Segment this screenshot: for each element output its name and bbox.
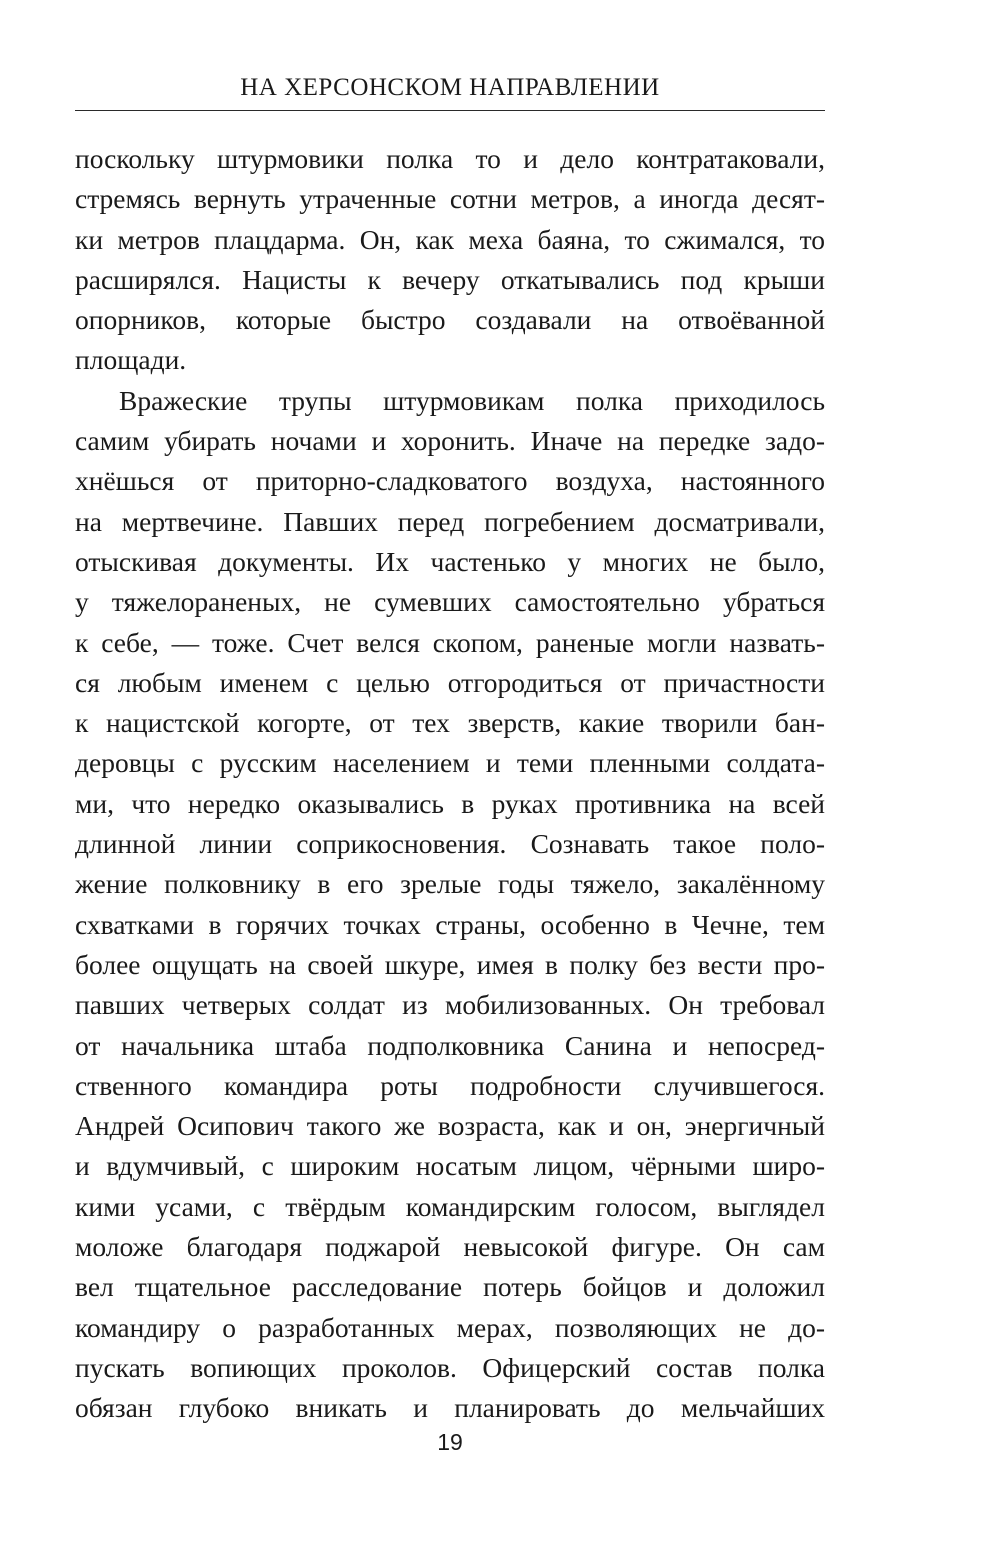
text-line: более ощущать на своей шкуре, имея в полку без вести про-: [75, 948, 825, 980]
text-line: площади.: [75, 344, 187, 376]
text-line: павших четверых солдат из мобилизованных. Он требовал: [75, 989, 825, 1021]
text-line: Андрей Осипович такого же возраста, как и он, энергичный: [75, 1110, 825, 1142]
text-line: пускать вопиющих проколов. Офицерский состав полка: [75, 1351, 825, 1383]
header-rule: [75, 110, 825, 111]
text-line: к себе, — тоже. Счет велся скопом, раненые могли назвать-: [75, 626, 825, 658]
text-line: отыскивая документы. Их частенько у многих не было,: [75, 545, 825, 577]
text-line: ственного командира роты подробности случившегося.: [75, 1069, 825, 1101]
text-line: моложе благодаря поджарой невысокой фигуре. Он сам: [75, 1231, 825, 1263]
text-line: и вдумчивый, с широким носатым лицом, чёрными широ-: [75, 1150, 825, 1182]
paragraph-1: [75, 139, 825, 381]
text-line: на мертвечине. Павших перед погребением досматривали,: [75, 505, 825, 537]
text-line: вел тщательное расследование потерь бойцов и доложил: [75, 1271, 825, 1303]
text-line: жение полковнику в его зрелые годы тяжело, закалённому: [75, 868, 825, 900]
text-line: от начальника штаба подполковника Санина и непосред-: [75, 1029, 825, 1061]
page-number: 19: [437, 1429, 463, 1455]
text-line: у тяжелораненых, не сумевших самостоятельно убраться: [75, 586, 825, 618]
text-line: схватками в горячих точках страны, особенно в Чечне, тем: [75, 908, 825, 940]
text-line: поскольку штурмовики полка то и дело контратаковали,: [75, 143, 825, 174]
text-line: самим убирать ночами и хоронить. Иначе на передке задо-: [75, 425, 825, 457]
text-line: Вражеские трупы штурмовикам полка приходилось: [119, 384, 825, 416]
text-line: обязан глубоко вникать и планировать до мельчайших: [75, 1392, 825, 1424]
text-line: опорников, которые быстро создавали на отвоёванной: [75, 304, 825, 336]
text-line: ки метров плацдарма. Он, как меха баяна, то сжимался, то: [75, 223, 825, 255]
text-line: командиру о разработанных мерах, позволяющих не до-: [75, 1311, 825, 1343]
text-line: деровцы с русским населением и теми пленными солдата-: [75, 747, 825, 779]
text-line: длинной линии соприкосновения. Сознавать такое поло-: [75, 828, 825, 860]
body-text: [75, 139, 825, 1429]
text-line: стремясь вернуть утраченные сотни метров, а иногда десят-: [75, 183, 825, 215]
text-line: ми, что нередко оказывались в руках противника на всей: [75, 787, 825, 819]
text-line: кими усами, с твёрдым командирским голосом, выглядел: [75, 1190, 825, 1222]
running-head: НА ХЕРСОНСКОМ НАПРАВЛЕНИИ: [240, 74, 660, 101]
text-line: расширялся. Нацисты к вечеру откатывались под крыши: [75, 263, 825, 295]
text-line: ся любым именем с целью отгородиться от причастности: [75, 666, 825, 698]
text-line: к нацистской когорте, от тех зверств, какие творили бан-: [75, 707, 825, 739]
text-line: хнёшься от приторно-сладковатого воздуха, настоянного: [75, 465, 825, 497]
paragraph-2: [75, 381, 825, 1429]
